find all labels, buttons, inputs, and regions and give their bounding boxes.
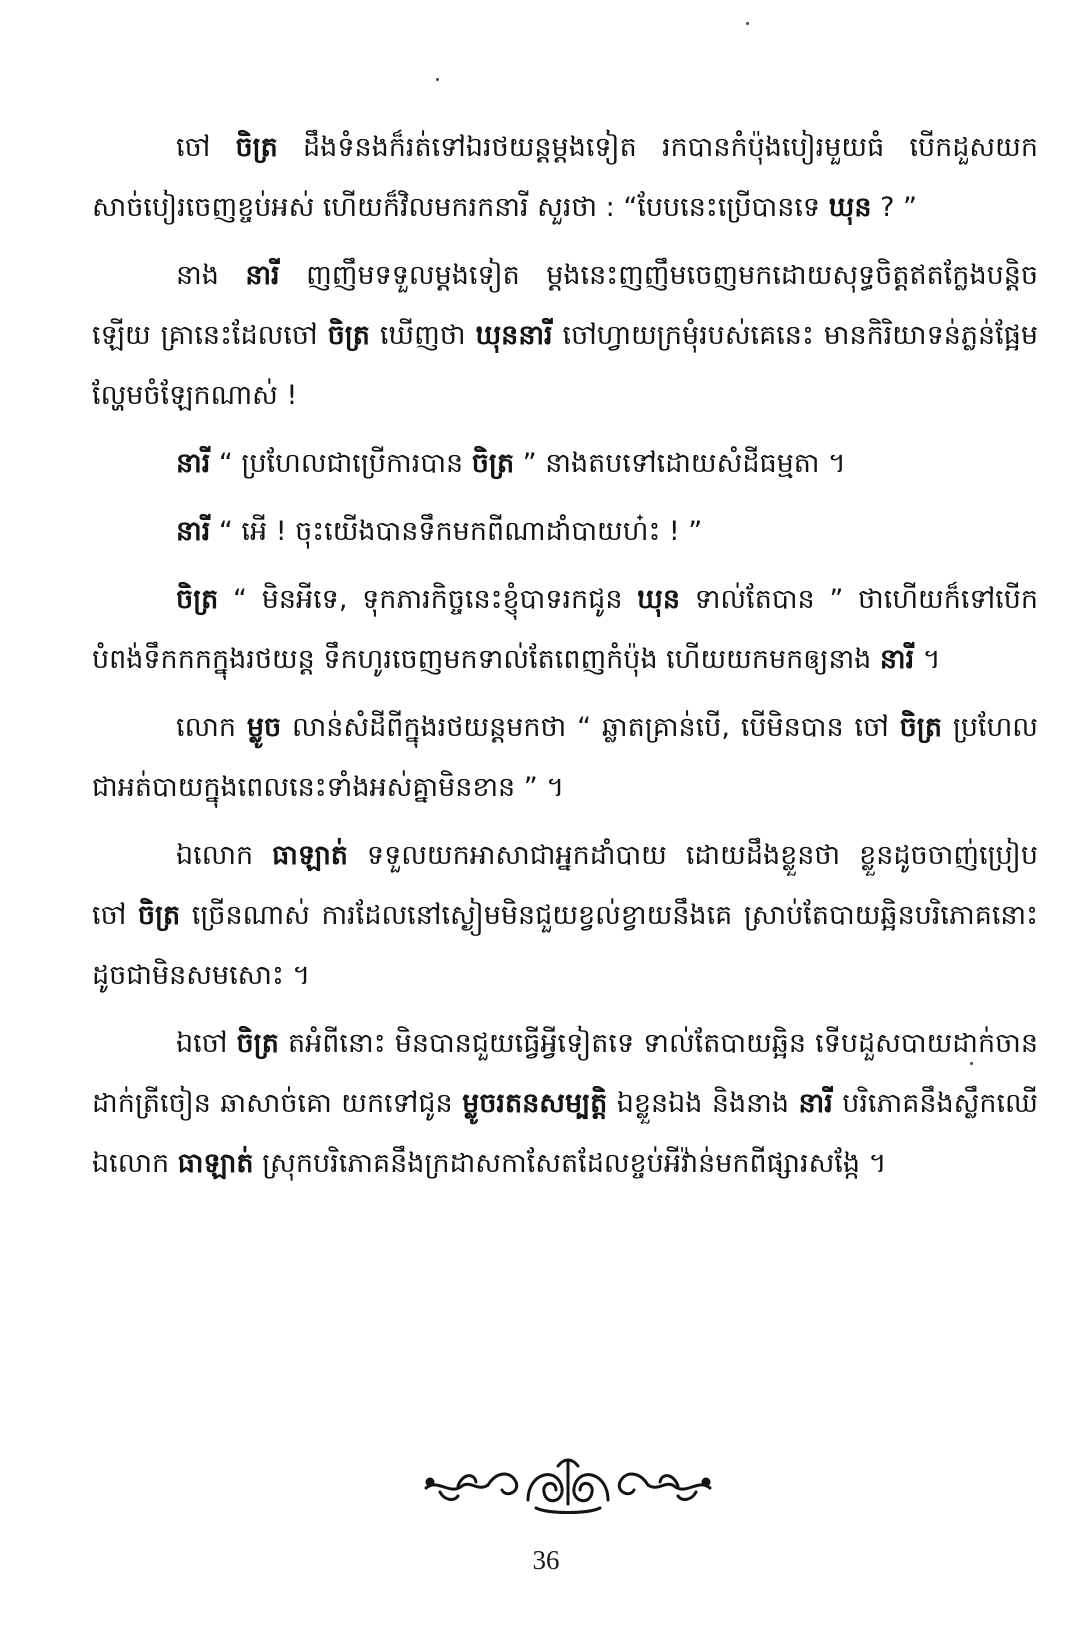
- text-run: “ មិនអីទេ, ទុកភារកិច្ចនេះខ្ញុំបាទរកជូន: [218, 584, 638, 615]
- paragraph-p7: [92, 826, 1038, 1006]
- text-run: ចៅហ្វាយក្រមុំរបស់គេនេះ មានកិរិយាទន់ភ្លន់ផ្អែមល្ហែមចំឡែកណាស់ !: [92, 320, 1038, 411]
- paragraph-p4: [92, 502, 1038, 562]
- name-emphasis: ម្លូចរតនសម្បត្តិ: [462, 1088, 608, 1119]
- page-number: 36: [532, 1545, 560, 1575]
- text-run: លាន់សំដីពីក្នុងរថយន្តមកថា “ ឆ្លាតគ្រាន់បើ, បើមិនបាន ចៅ: [281, 712, 900, 743]
- name-emphasis: ចិត្រ: [137, 900, 181, 931]
- name-emphasis: នារី: [176, 516, 211, 547]
- text-run: “ អើ ! ចុះយើងបានទឹកមកពីណាដាំបាយហ៎ះ ! ”: [210, 516, 703, 547]
- paragraph-p5: [92, 570, 1038, 690]
- text-run: ទទួលយកអាសាជាអ្នកដាំបាយ ដោយដឹងខ្លួនថា ខ្លួនដូចចាញ់ប្រៀប ចៅ: [92, 840, 1038, 931]
- text-run: “ ប្រហែលជាប្រើការបាន: [210, 448, 472, 479]
- paragraph-p6: [92, 698, 1038, 818]
- paragraph-p3: [92, 434, 1038, 494]
- name-emphasis: នារី: [176, 448, 211, 479]
- text-run: ច្រើនណាស់ ការដែលនៅស្ងៀមមិនជួយខ្វល់ខ្វាយនឹងគេ ស្រាប់តែបាយឆ្អិនបរិភោគនោះដូចជាមិនសមសោះ ។: [92, 900, 1038, 991]
- text-run: ទាល់តែបាន ” ថាហើយក៏ទៅបើកបំពង់ទឹកកកក្នុងរថយន្ត ទឹកហូរចេញមកទាល់តែពេញកំប៉ុង ហើយយកមកឲ្យនាង: [92, 584, 1038, 675]
- name-emphasis: ចិត្រ: [899, 712, 942, 743]
- name-emphasis: នារី: [798, 1088, 833, 1119]
- text-run: ញញឹមទទួលម្តងទៀត ម្តងនេះញញឹមចេញមកដោយសុទ្ធចិត្តឥតក្លែងបន្តិចឡើយ គ្រានេះដែលចៅ: [92, 260, 1038, 351]
- name-emphasis: នារី: [879, 644, 915, 675]
- floral-divider-icon: [418, 1452, 718, 1522]
- scan-speck: [746, 22, 749, 25]
- text-run: ចៅ: [176, 132, 236, 163]
- scan-speck: [436, 78, 439, 81]
- text-run: ។: [914, 644, 941, 675]
- text-run: ឃើញថា: [369, 320, 476, 351]
- text-run: ឯចៅ: [176, 1028, 237, 1059]
- text-run: លោក: [176, 712, 247, 743]
- name-emphasis: ចិត្រ: [471, 448, 515, 479]
- text-run: ដឹងទំនងក៏រត់ទៅឯរថយន្តម្តងទៀត រកបានកំប៉ុងបៀរមួយធំ បើកដួសយកសាច់បៀរចេញខ្ចប់អស់ ហើយក៏វិលមករកនារី សួរថា : “បែបនេះប្រើបានទេ: [92, 132, 1038, 223]
- name-emphasis: ឃុន: [828, 192, 872, 223]
- paragraph-p2: [92, 246, 1038, 426]
- body-text: [92, 118, 1038, 1202]
- paragraph-p1: [92, 118, 1038, 238]
- paragraph-p8: [92, 1014, 1038, 1194]
- name-emphasis: ឃុន: [637, 584, 681, 615]
- text-run: តអំពីនោះ មិនបានជួយធ្វើអ្វីទៀតទេ ទាល់តែបាយឆ្អិន ទើបដួសបាយដាក់ចានដាក់ត្រីចៀន ឆាសាច់គោ យកទៅជូន: [92, 1028, 1038, 1119]
- text-run: ? ”: [871, 192, 917, 223]
- text-run: ” នាងតបទៅដោយសំដីធម្មតា ។: [514, 448, 846, 479]
- name-emphasis: ឃុននារី: [475, 320, 553, 351]
- text-run: បរិភោគនឹងស្លឹកឈើ ឯលោក: [92, 1088, 1039, 1179]
- name-emphasis: ចិត្រ: [176, 584, 219, 615]
- name-emphasis: នារី: [245, 260, 280, 291]
- name-emphasis: ធាឡាត់: [272, 840, 348, 871]
- name-emphasis: ចិត្រ: [236, 1028, 279, 1059]
- text-run: ឯខ្លួនឯង និងនាង: [607, 1088, 799, 1119]
- name-emphasis: ម្លូច: [246, 712, 282, 743]
- text-run: ស្រុកបរិភោគនឹងក្រដាសកាសែតដែលខ្ចប់អីវ៉ាន់មកពីផ្សារសង្កែ ។: [253, 1148, 887, 1179]
- name-emphasis: ចិត្រ: [235, 132, 278, 163]
- text-run: ឯលោក: [176, 840, 273, 871]
- text-run: នាង: [176, 260, 246, 291]
- text-run: ប្រហែលជាអត់បាយក្នុងពេលនេះទាំងអស់គ្នាមិនខាន ” ។: [92, 712, 1039, 803]
- name-emphasis: ចិត្រ: [327, 320, 370, 351]
- name-emphasis: ធាឡាត់: [177, 1148, 254, 1179]
